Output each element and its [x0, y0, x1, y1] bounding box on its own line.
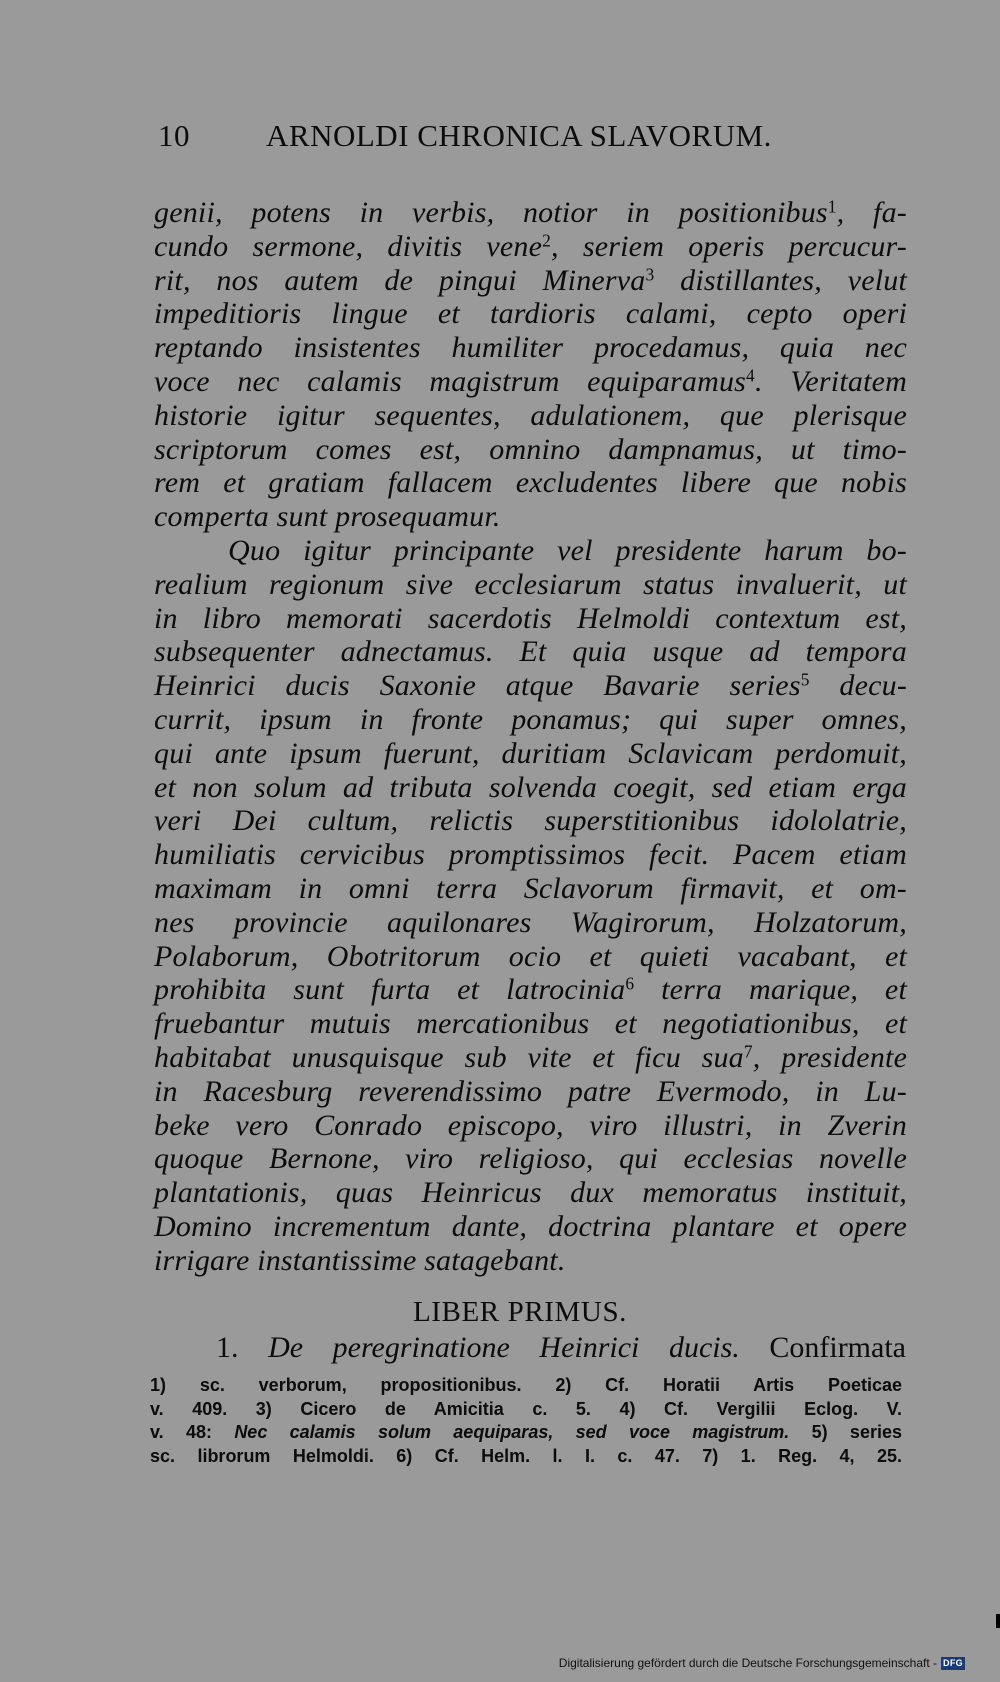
text-line: quoque Bernone, viro religioso, qui ecclesias novelle	[154, 1142, 907, 1176]
scan-edge-mark	[996, 1614, 1000, 1628]
text-line: veri Dei cultum, relictis superstitionibus idololatrie,	[154, 804, 907, 838]
text-line: beke vero Conrado episcopo, viro illustri, in Zverin	[154, 1108, 907, 1142]
chapter-first-word: Confirmata	[769, 1331, 906, 1364]
text-line: Domino incrementum dante, doctrina plantare et opere	[154, 1209, 907, 1243]
text-line: humiliatis cervicibus promptissimos fecit. Pacem etiam	[154, 838, 907, 872]
text-line: subsequenter adnectamus. Et quia usque ad tempora	[154, 635, 907, 669]
footnote-marker: 6	[625, 973, 635, 994]
text-line: maximam in omni terra Sclavorum firmavit, et om-	[154, 871, 907, 905]
footnotes	[150, 1374, 902, 1468]
footnote-marker: 5	[800, 669, 810, 690]
text-line: fruebantur mutuis mercationibus et negotiationibus, et	[154, 1007, 907, 1041]
page-number: 10	[158, 118, 190, 153]
text-line: in libro memorati sacerdotis Helmoldi contextum est,	[154, 601, 907, 635]
footnote-marker: 1	[827, 196, 837, 217]
running-title: ARNOLDI CHRONICA SLAVORUM.	[266, 118, 772, 153]
text-line: impeditioris lingue et tardioris calami, cepto operi	[154, 297, 907, 331]
main-text	[154, 196, 907, 1278]
text-line: voce nec calamis magistrum equiparamus$^4$. Veritatem	[154, 364, 908, 398]
footnote-marker: 2	[542, 230, 551, 251]
footnote-marker: 3	[645, 264, 655, 285]
footnote-marker: 7	[743, 1041, 753, 1062]
text-line: prohibita sunt furta et latrocinia$^6$ terra marique, et	[154, 973, 907, 1007]
text-line: habitabat unusquisque sub vite et ficu sua$^7$, presidente	[154, 1040, 908, 1074]
footnote-text: 5) series	[811, 1422, 902, 1442]
text-line: realium regionum sive ecclesiarum status invaluerit, ut	[154, 567, 907, 601]
text-line: in Racesburg reverendissimo patre Evermodo, in Lu-	[154, 1074, 907, 1108]
dfg-logo: DFG	[941, 1657, 965, 1670]
chapter-heading-line	[216, 1331, 906, 1365]
paragraph-start-line: Quo igitur principante vel presidente harum bo-	[228, 533, 907, 567]
text-line: comperta sunt prosequamur.	[154, 500, 501, 534]
chapter-heading: De peregrinatione Heinrici ducis.	[268, 1331, 740, 1364]
text-line: plantationis, quas Heinricus dux memoratus instituit,	[154, 1176, 907, 1210]
text-line: genii, potens in verbis, notior in positionibus$^1$, fa-	[154, 196, 907, 229]
text-line: reptando insistentes humiliter procedamus, quia nec	[154, 331, 907, 365]
section-title: LIBER PRIMUS.	[412, 1296, 628, 1328]
text-line: Polaborum, Obotritorum ocio et quieti vacabant, et	[154, 939, 907, 973]
text-line: rit, nos autem de pingui Minerva$^3$ distillantes, velut	[154, 263, 907, 297]
text-line: qui ante ipsum fuerunt, duritiam Sclavicam perdomuit,	[154, 736, 907, 770]
digitization-credit	[559, 1656, 965, 1670]
footnote-line: 1) sc. verborum, propositionibus. 2) Cf. Horatii Artis Poeticae	[150, 1375, 902, 1395]
footnote-line	[150, 1421, 902, 1445]
text-line: irrigare instantissime satagebant.	[154, 1243, 566, 1277]
text-line: nes provincie aquilonares Wagirorum, Holzatorum,	[154, 905, 907, 939]
footnote-quote: Nec calamis solum aequiparas, sed voce magistrum.	[234, 1422, 790, 1442]
text-line: cundo sermone, divitis vene$^2$, seriem operis percucur-	[154, 229, 907, 263]
text-line: Heinrici ducis Saxonie atque Bavarie series$^5$ decu-	[154, 669, 908, 703]
text-line: rem et gratiam fallacem excludentes libere que nobis	[154, 466, 907, 500]
chapter-number: 1.	[216, 1331, 239, 1364]
text-line: historie igitur sequentes, adulationem, que plerisque	[154, 398, 907, 432]
footnote-line: sc. librorum Helmoldi. 6) Cf. Helm. l. I. c. 47. 7) 1. Reg. 4, 25.	[150, 1445, 902, 1466]
text-line: scriptorum comes est, omnino dampnamus, ut timo-	[154, 432, 907, 466]
page-header	[158, 118, 803, 166]
footnote-marker: 4	[746, 365, 755, 386]
text-line: et non solum ad tributa solvenda coegit, sed etiam erga	[154, 770, 907, 804]
credit-text: Digitalisierung gefördert durch die Deutsche Forschungsgemeinschaft -	[558, 1656, 937, 1670]
footnote-prefix: v. 48:	[150, 1422, 212, 1442]
footnote-line: v. 409. 3) Cicero de Amicitia c. 5. 4) Cf. Vergilii Eclog. V.	[150, 1398, 902, 1419]
text-line: currit, ipsum in fronte ponamus; qui super omnes,	[154, 702, 907, 736]
